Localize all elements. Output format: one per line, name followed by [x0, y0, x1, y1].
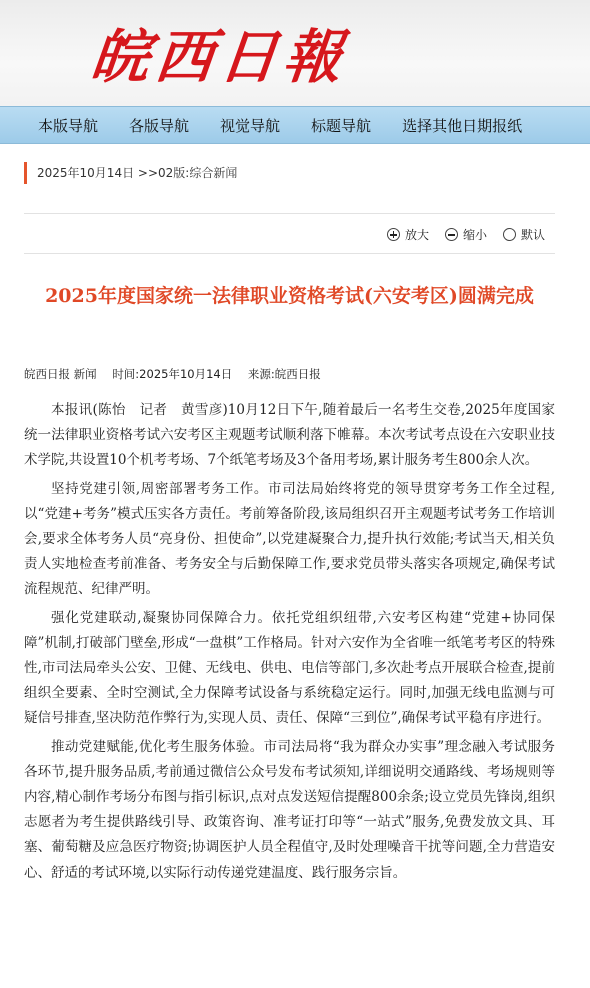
nav-item-this-page[interactable]: 本版导航 [38, 116, 99, 135]
nav-item-other-dates[interactable]: 选择其他日期报纸 [402, 116, 523, 135]
top-nav [0, 106, 590, 144]
zoom-out-button[interactable] [445, 226, 487, 243]
breadcrumb-date[interactable]: 2025年10月14日 [37, 166, 135, 180]
zoom-in-label: 放大 [404, 228, 429, 242]
minus-circle-icon [445, 228, 458, 241]
meta-time: 时间:2025年10月14日 [112, 367, 233, 381]
nav-item-titles[interactable]: 标题导航 [311, 116, 372, 135]
article-paragraph: 强化党建联动,凝聚协同保障合力。依托党组织纽带,六安考区构建“党建+协同保障”机制,打破部门壁垒,形成“一盘棋”工作格局。针对六安作为全省唯一纸笔考考区的特殊性,市司法局牵头公安、卫健、无线电、供电、电信等部门,多次赴考点开展联合检查,提前组织全要素、全时空测试,全力保障考试设备与系统稳定运行。同时,加强无线电监测与可疑信号排查,坚决防范作弊行为,实现人员、责任、保障“三到位”,确保考试平稳有序进行。 [24, 609, 555, 727]
breadcrumb [24, 162, 237, 184]
article-title: 2025年度国家统一法律职业资格考试(六安考区)圆满完成 [45, 285, 534, 307]
meta-source: 来源:皖西日报 [247, 367, 321, 381]
article-body [24, 398, 555, 889]
nav-item-all-pages[interactable]: 各版导航 [129, 116, 190, 135]
nav-item-visual[interactable]: 视觉导航 [220, 116, 281, 135]
article-meta [24, 366, 333, 382]
masthead [0, 0, 590, 106]
zoom-in-button[interactable] [387, 226, 429, 243]
circle-icon [503, 228, 516, 241]
meta-paper: 皖西日报 新闻 [24, 367, 97, 381]
zoom-out-label: 缩小 [462, 228, 487, 242]
plus-circle-icon [387, 228, 400, 241]
zoom-toolbar [24, 213, 555, 254]
zoom-default-label: 默认 [520, 228, 545, 242]
zoom-default-button[interactable] [503, 226, 545, 243]
article-paragraph: 坚持党建引领,周密部署考务工作。市司法局始终将党的领导贯穿考务工作全过程,以“党建+考务”模式压实各方责任。考前筹备阶段,该局组织召开主观题考试考务工作培训会,要求全体考务人员“亮身份、担使命”,以党建凝聚合力,提升执行效能;考试当天,相关负责人实地检查考前准备、考务安全与后勤保障工作,要求党员带头落实各项规定,确保考试流程规范、纪律严明。 [24, 480, 555, 598]
breadcrumb-section[interactable]: >>02版:综合新闻 [137, 166, 238, 180]
article-paragraph: 本报讯(陈怡 记者 黄雪彦)10月12日下午,随着最后一名考生交卷,2025年度国家统一法律职业资格考试六安考区主观题考试顺利落下帷幕。本次考试考点设在六安职业技术学院,共设置10个机考考场、7个纸笔考场及3个备用考场,累计服务考生800余人次。 [24, 402, 555, 469]
article-paragraph: 推动党建赋能,优化考生服务体验。市司法局将“我为群众办实事”理念融入考试服务各环节,提升服务品质,考前通过微信公众号发布考试须知,详细说明交通路线、考场规则等内容,精心制作考场分布图与指引标识,点对点发送短信提醒800余条;设立党员先锋岗,组织志愿者为考生提供路线引导、政策咨询、准考证打印等“一站式”服务,免费发放文具、耳塞、葡萄糖及应急医疗物资;协调医护人员全程值守,及时处理噪音干扰等问题,全力营造安心、舒适的考试环境,以实际行动传递党建温度、践行服务宗旨。 [24, 738, 555, 881]
newspaper-logo: 皖西日報 [87, 23, 352, 91]
